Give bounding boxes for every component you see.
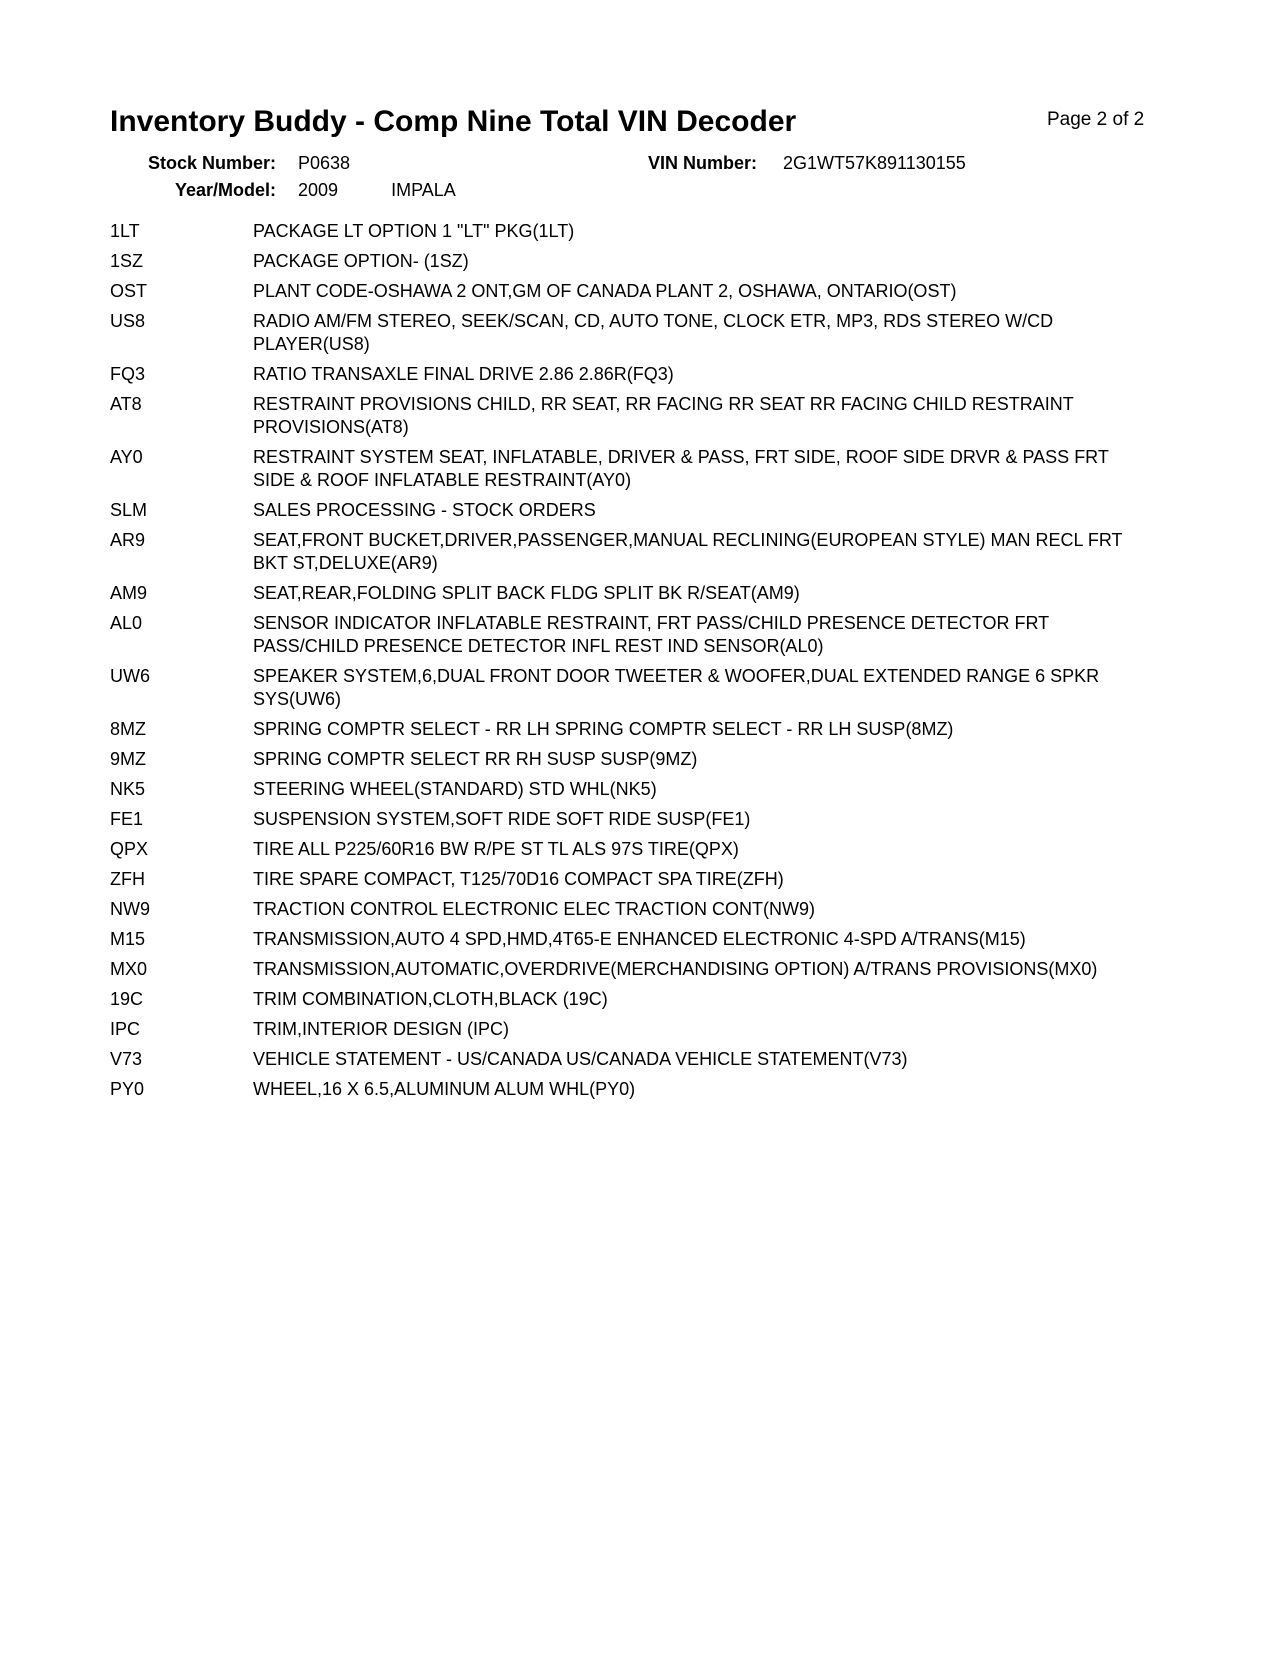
- option-description: SEAT,FRONT BUCKET,DRIVER,PASSENGER,MANUAL RECLINING(EUROPEAN STYLE) MAN RECL FRT BKT ST,DELUXE(AR9): [253, 530, 1123, 573]
- option-code: PY0: [110, 1079, 145, 1099]
- option-row: [110, 838, 1280, 861]
- page-title: Inventory Buddy - Comp Nine Total VIN Decoder: [110, 105, 797, 138]
- option-description: TRIM,INTERIOR DESIGN (IPC): [253, 1019, 509, 1039]
- option-row: [110, 310, 1280, 356]
- option-code: ZFH: [110, 869, 145, 889]
- option-code: 19C: [110, 989, 144, 1009]
- option-row: [110, 898, 1280, 921]
- option-row: [110, 363, 1280, 386]
- option-code: OST: [110, 281, 148, 301]
- option-description: TRIM COMBINATION,CLOTH,BLACK (19C): [253, 989, 608, 1009]
- option-row: [110, 612, 1280, 658]
- year-value: 2009: [298, 180, 339, 200]
- option-description: SALES PROCESSING - STOCK ORDERS: [253, 500, 596, 520]
- option-row: [110, 220, 1280, 243]
- option-code: AM9: [110, 583, 148, 603]
- meta-row-stock-vin: [110, 150, 1280, 177]
- stock-number-label: Stock Number:: [147, 153, 276, 173]
- option-code: NW9: [110, 899, 150, 919]
- option-code: 9MZ: [110, 749, 146, 769]
- option-description: TRANSMISSION,AUTO 4 SPD,HMD,4T65-E ENHANCED ELECTRONIC 4-SPD A/TRANS(M15): [253, 929, 1026, 949]
- option-description: RESTRAINT SYSTEM SEAT, INFLATABLE, DRIVER & PASS, FRT SIDE, ROOF SIDE DRVR & PASS FRT SIDE & ROOF INFLATABLE RESTRAINT(AY0): [253, 447, 1109, 490]
- option-row: [110, 868, 1280, 891]
- option-row: [110, 988, 1280, 1011]
- option-description: PACKAGE LT OPTION 1 "LT" PKG(1LT): [253, 221, 575, 241]
- option-description: RATIO TRANSAXLE FINAL DRIVE 2.86 2.86R(FQ3): [253, 364, 674, 384]
- year-model-label: Year/Model:: [174, 180, 276, 200]
- option-code: FE1: [110, 809, 144, 829]
- option-row: [110, 778, 1280, 801]
- vin-number-value: 2G1WT57K891130155: [783, 153, 966, 173]
- option-description: TIRE SPARE COMPACT, T125/70D16 COMPACT SPA TIRE(ZFH): [253, 869, 784, 889]
- option-row: [110, 529, 1280, 575]
- options-list: [0, 220, 1280, 1101]
- option-description: TIRE ALL P225/60R16 BW R/PE ST TL ALS 97S TIRE(QPX): [253, 839, 739, 859]
- option-description: TRANSMISSION,AUTOMATIC,OVERDRIVE(MERCHANDISING OPTION) A/TRANS PROVISIONS(MX0): [253, 959, 1098, 979]
- option-code: AT8: [110, 394, 142, 414]
- option-code: SLM: [110, 500, 148, 520]
- option-code: NK5: [110, 779, 146, 799]
- option-row: [110, 718, 1280, 741]
- option-row: [110, 1018, 1280, 1041]
- option-code: AR9: [110, 530, 146, 550]
- vin-number-label: VIN Number:: [648, 153, 758, 173]
- option-row: [110, 1078, 1280, 1101]
- option-row: [110, 748, 1280, 771]
- option-code: AY0: [110, 447, 143, 467]
- option-description: TRACTION CONTROL ELECTRONIC ELEC TRACTION CONT(NW9): [253, 899, 816, 919]
- option-row: [110, 665, 1280, 711]
- option-code: AL0: [110, 613, 143, 633]
- option-code: M15: [110, 929, 146, 949]
- option-code: 1LT: [110, 221, 140, 241]
- option-row: [110, 582, 1280, 605]
- option-code: V73: [110, 1049, 143, 1069]
- vehicle-meta: [0, 150, 1280, 204]
- option-description: SENSOR INDICATOR INFLATABLE RESTRAINT, FRT PASS/CHILD PRESENCE DETECTOR FRT PASS/CHILD PRESENCE DETECTOR INFL REST IND SENSOR(AL0): [253, 613, 1049, 656]
- option-description: RESTRAINT PROVISIONS CHILD, RR SEAT, RR FACING RR SEAT RR FACING CHILD RESTRAINT PROVISIONS(AT8): [253, 394, 1074, 437]
- option-code: QPX: [110, 839, 149, 859]
- option-row: [110, 499, 1280, 522]
- option-description: SEAT,REAR,FOLDING SPLIT BACK FLDG SPLIT BK R/SEAT(AM9): [253, 583, 800, 603]
- option-description: SPRING COMPTR SELECT - RR LH SPRING COMPTR SELECT - RR LH SUSP(8MZ): [253, 719, 954, 739]
- stock-number-value: P0638: [298, 153, 351, 173]
- option-code: 8MZ: [110, 719, 146, 739]
- model-value: IMPALA: [391, 180, 456, 200]
- option-code: IPC: [110, 1019, 141, 1039]
- option-description: PACKAGE OPTION- (1SZ): [253, 251, 469, 271]
- option-code: US8: [110, 311, 146, 331]
- option-description: PLANT CODE-OSHAWA 2 ONT,GM OF CANADA PLANT 2, OSHAWA, ONTARIO(OST): [253, 281, 957, 301]
- option-code: MX0: [110, 959, 148, 979]
- option-row: [110, 393, 1280, 439]
- option-code: 1SZ: [110, 251, 144, 271]
- option-row: [110, 446, 1280, 492]
- option-row: [110, 250, 1280, 273]
- option-row: [110, 808, 1280, 831]
- option-row: [110, 928, 1280, 951]
- meta-row-year-model: [110, 177, 1280, 204]
- option-row: [110, 958, 1280, 981]
- page-number: Page 2 of 2: [1047, 109, 1145, 130]
- option-description: STEERING WHEEL(STANDARD) STD WHL(NK5): [253, 779, 657, 799]
- option-row: [110, 280, 1280, 303]
- option-description: VEHICLE STATEMENT - US/CANADA US/CANADA VEHICLE STATEMENT(V73): [253, 1049, 908, 1069]
- option-code: UW6: [110, 666, 150, 686]
- option-code: FQ3: [110, 364, 146, 384]
- option-description: SPRING COMPTR SELECT RR RH SUSP SUSP(9MZ): [253, 749, 698, 769]
- option-description: WHEEL,16 X 6.5,ALUMINUM ALUM WHL(PY0): [253, 1079, 636, 1099]
- option-description: RADIO AM/FM STEREO, SEEK/SCAN, CD, AUTO TONE, CLOCK ETR, MP3, RDS STEREO W/CD PLAYER(US8): [253, 311, 1054, 354]
- option-row: [110, 1048, 1280, 1071]
- option-description: SUSPENSION SYSTEM,SOFT RIDE SOFT RIDE SUSP(FE1): [253, 809, 751, 829]
- option-description: SPEAKER SYSTEM,6,DUAL FRONT DOOR TWEETER & WOOFER,DUAL EXTENDED RANGE 6 SPKR SYS(UW6): [253, 666, 1100, 709]
- report-header: [0, 0, 1280, 140]
